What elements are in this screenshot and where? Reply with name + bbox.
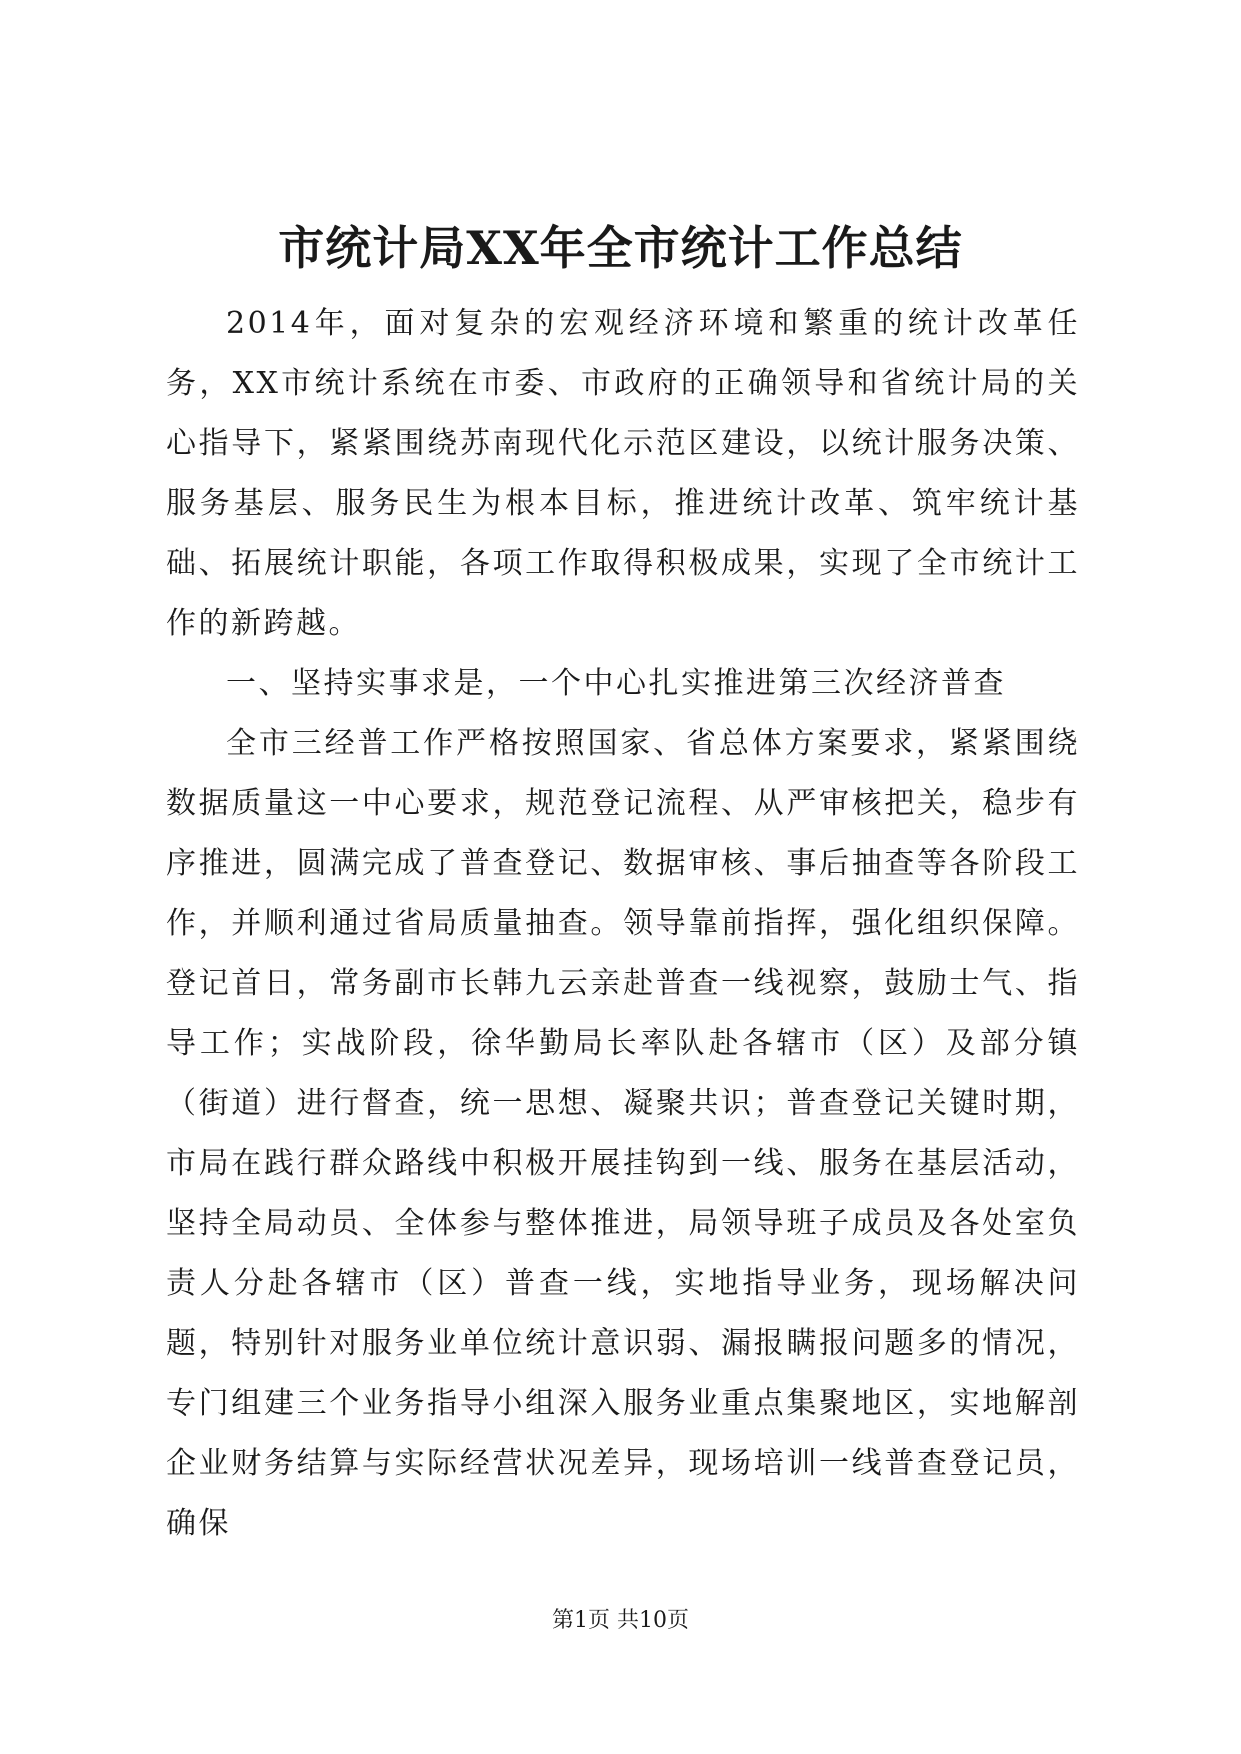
document-body bbox=[166, 294, 1080, 1554]
paragraph-section-1: 全市三经普工作严格按照国家、省总体方案要求，紧紧围绕数据质量这一中心要求，规范登记流程、从严审核把关，稳步有序推进，圆满完成了普查登记、数据审核、事后抽查等各阶段工作，并顺利通过省局质量抽查。领导靠前指挥，强化组织保障。登记首日，常务副市长韩九云亲赴普查一线视察，鼓励士气、指导工作；实战阶段，徐华勤局长率队赴各辖市（区）及部分镇（街道）进行督查，统一思想、凝聚共识；普查登记关键时期，市局在践行群众路线中积极开展挂钩到一线、服务在基层活动，坚持全局动员、全体参与整体推进，局领导班子成员及各处室负责人分赴各辖市（区）普查一线，实地指导业务，现场解决问题，特别针对服务业单位统计意识弱、漏报瞒报问题多的情况，专门组建三个业务指导小组深入服务业重点集聚地区，实地解剖企业财务结算与实际经营状况差异，现场培训一线普查登记员，确保 bbox=[166, 726, 1080, 1541]
section-heading-1: 一、坚持实事求是，一个中心扎实推进第三次经济普查 bbox=[226, 666, 1006, 701]
paragraph-intro: 2014年，面对复杂的宏观经济环境和繁重的统计改革任务，XX市统计系统在市委、市政府的正确领导和省统计局的关心指导下，紧紧围绕苏南现代化示范区建设，以统计服务决策、服务基层、服务民生为根本目标，推进统计改革、筑牢统计基础、拓展统计职能，各项工作取得积极成果，实现了全市统计工作的新跨越。 bbox=[166, 306, 1080, 641]
page-footer: 第1页 共10页 bbox=[552, 1608, 689, 1633]
document-title: 市统计局XX年全市统计工作总结 bbox=[278, 221, 963, 275]
